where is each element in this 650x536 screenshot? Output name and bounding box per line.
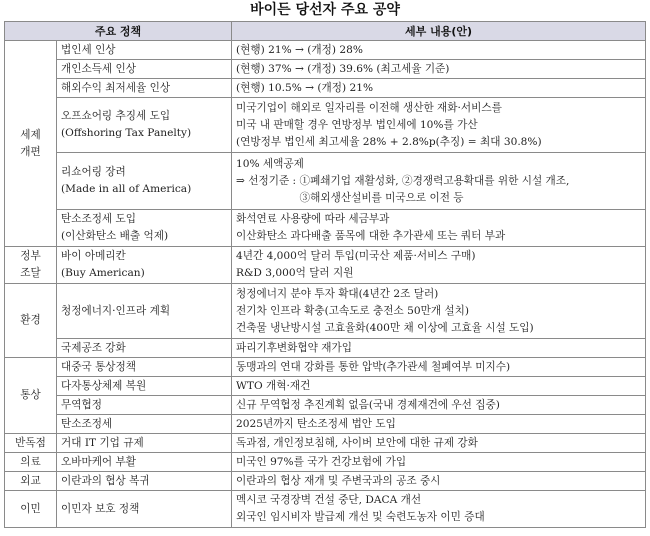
policy-item-cell bbox=[57, 153, 232, 210]
policy-detail-cell bbox=[232, 491, 646, 528]
policy-item-cell bbox=[57, 79, 232, 98]
policy-detail-cell bbox=[232, 472, 646, 491]
policy-item-cell bbox=[57, 396, 232, 415]
category-cell bbox=[5, 41, 57, 247]
table-row bbox=[5, 210, 646, 247]
policy-detail-cell bbox=[232, 453, 646, 472]
table-row bbox=[5, 98, 646, 153]
policy-item-text: 국제공조 강화 bbox=[61, 341, 126, 354]
policy-detail-text: 미국 내 판매할 경우 연방정부 법인세에 10%를 가산 bbox=[236, 118, 478, 131]
policy-detail-text: (현행) 37% → (개정) 39.6% (최고세율 기준) bbox=[236, 62, 450, 75]
policy-item-text: (Offshoring Tax Panelty) bbox=[61, 127, 192, 139]
table-row bbox=[5, 339, 646, 358]
category-label: 통상 bbox=[20, 389, 41, 401]
policy-detail-text: WTO 개혁·재건 bbox=[236, 379, 311, 392]
policy-detail-cell bbox=[232, 434, 646, 453]
policy-detail-cell bbox=[232, 284, 646, 339]
policy-item-cell bbox=[57, 358, 232, 377]
category-label: 반독점 bbox=[15, 436, 46, 449]
category-label: 세제 bbox=[20, 128, 41, 141]
policy-item-text: 바이 아메리칸 bbox=[61, 250, 126, 262]
policy-item-text: 무역협정 bbox=[61, 398, 102, 411]
policy-item-text: (이산화탄소 배출 억제) bbox=[61, 230, 169, 242]
policy-detail-text: ③해외생산설비를 미국으로 이전 등 bbox=[236, 191, 464, 204]
policy-detail-cell bbox=[232, 210, 646, 247]
policy-item-text: 탄소조정세 bbox=[61, 417, 113, 430]
policy-detail-text: 이산화탄소 과다배출 품목에 대한 추가관세 또는 쿼터 부과 bbox=[236, 230, 506, 242]
policy-item-text: 개인소득세 인상 bbox=[61, 62, 137, 75]
category-label: 조달 bbox=[20, 267, 41, 279]
policy-detail-cell bbox=[232, 98, 646, 153]
policy-item-text: 법인세 인상 bbox=[61, 43, 116, 56]
category-cell bbox=[5, 247, 57, 284]
category-cell bbox=[5, 472, 57, 491]
policy-detail-cell bbox=[232, 339, 646, 358]
table-row bbox=[5, 434, 646, 453]
policy-item-text: 거대 IT 기업 규제 bbox=[61, 436, 144, 449]
policy-detail-text: ⇒ 선정기준 : ①폐쇄기업 재활성화, ②경쟁력고용확대를 위한 시설 개조, bbox=[236, 174, 570, 187]
policy-detail-text: 4년간 4,000억 달러 투입(미국산 제품·서비스 구매) bbox=[236, 250, 476, 262]
table-row bbox=[5, 284, 646, 339]
policy-item-cell bbox=[57, 339, 232, 358]
policy-detail-text: 청정에너지 분야 투자 확대(4년간 2조 달러) bbox=[236, 287, 439, 300]
policy-detail-cell bbox=[232, 60, 646, 79]
policy-item-cell bbox=[57, 210, 232, 247]
policy-item-text: 리쇼어링 장려 bbox=[61, 166, 126, 178]
category-label: 개편 bbox=[20, 145, 41, 158]
table-row bbox=[5, 153, 646, 210]
policy-detail-cell bbox=[232, 247, 646, 284]
policy-item-cell bbox=[57, 472, 232, 491]
policy-item-text: 대중국 통상정책 bbox=[61, 360, 137, 373]
policy-detail-text: (현행) 21% → (개정) 28% bbox=[236, 43, 363, 56]
category-label: 이민 bbox=[20, 502, 41, 515]
table-row bbox=[5, 491, 646, 528]
policy-detail-text: 독과점, 개인정보침해, 사이버 보안에 대한 규제 강화 bbox=[236, 436, 478, 449]
category-label: 의료 bbox=[20, 455, 41, 468]
header-detail: 세부 내용(안) bbox=[232, 22, 646, 41]
policy-item-cell bbox=[57, 60, 232, 79]
table-row bbox=[5, 358, 646, 377]
policy-detail-text: 화석연료 사용량에 따라 세금부과 bbox=[236, 213, 390, 225]
policy-detail-cell bbox=[232, 396, 646, 415]
policy-detail-text: (현행) 10.5% → (개정) 21% bbox=[236, 81, 374, 94]
table-row bbox=[5, 415, 646, 434]
policy-item-cell bbox=[57, 98, 232, 153]
policy-detail-text: 동맹과의 연대 강화를 통한 압박(추가관세 철폐여부 미지수) bbox=[236, 360, 511, 373]
policy-detail-text: 외국인 임시비자 발급제 개선 및 숙련도농자 이민 증대 bbox=[236, 511, 485, 523]
policy-item-text: 이란과의 협상 복귀 bbox=[61, 474, 150, 487]
policy-detail-text: R&D 3,000억 달러 지원 bbox=[236, 267, 354, 279]
policy-item-cell bbox=[57, 453, 232, 472]
policy-item-text: 다자통상체제 복원 bbox=[61, 379, 147, 392]
table-body bbox=[5, 41, 646, 528]
policy-detail-text: 2025년까지 탄소조정세 법안 도입 bbox=[236, 417, 396, 430]
policy-item-cell bbox=[57, 41, 232, 60]
header-policy: 주요 정책 bbox=[5, 22, 232, 41]
policy-detail-text: 멕시코 국경장벽 건설 중단, DACA 개선 bbox=[236, 494, 422, 506]
category-cell bbox=[5, 453, 57, 472]
table-row bbox=[5, 396, 646, 415]
policy-detail-text: 파리기후변화협약 재가입 bbox=[236, 341, 352, 354]
policy-item-cell bbox=[57, 415, 232, 434]
policy-item-cell bbox=[57, 284, 232, 339]
policy-detail-text: 신규 무역협정 추진계획 없음(국내 경제재건에 우선 집중) bbox=[236, 398, 500, 411]
policy-detail-text: 전기차 인프라 확충(고속도로 충전소 50만개 설치) bbox=[236, 304, 470, 317]
table-row bbox=[5, 79, 646, 98]
policy-item-text: 탄소조정세 도입 bbox=[61, 213, 137, 225]
policy-detail-text: 건축물 냉난방시설 고효율화(400만 채 이상에 고효율 시설 도입) bbox=[236, 321, 534, 334]
category-cell bbox=[5, 434, 57, 453]
category-label: 외교 bbox=[20, 474, 41, 487]
policy-item-text: 청정에너지·인프라 계획 bbox=[61, 304, 171, 317]
category-cell bbox=[5, 284, 57, 358]
policy-detail-text: 미국인 97%를 국가 건강보험에 가입 bbox=[236, 455, 407, 468]
table-row bbox=[5, 41, 646, 60]
policy-item-cell bbox=[57, 491, 232, 528]
policy-item-cell bbox=[57, 377, 232, 396]
policy-detail-cell bbox=[232, 415, 646, 434]
table-row bbox=[5, 453, 646, 472]
table-row bbox=[5, 60, 646, 79]
policy-detail-text: 미국기업이 해외로 일자리를 이전해 생산한 재화·서비스를 bbox=[236, 101, 502, 114]
table-row bbox=[5, 472, 646, 491]
policy-item-text: (Buy American) bbox=[61, 267, 145, 279]
category-cell bbox=[5, 491, 57, 528]
policy-detail-cell bbox=[232, 358, 646, 377]
category-cell bbox=[5, 358, 57, 434]
document-title: 바이든 당선자 주요 공약 bbox=[250, 2, 400, 18]
policy-detail-cell bbox=[232, 153, 646, 210]
policy-detail-text: 10% 세액공제 bbox=[236, 157, 304, 170]
policy-item-text: 오바마케어 부활 bbox=[61, 455, 137, 468]
category-label: 환경 bbox=[20, 314, 41, 326]
table-row bbox=[5, 247, 646, 284]
policy-detail-cell bbox=[232, 377, 646, 396]
policy-item-text: (Made in all of America) bbox=[61, 183, 192, 195]
policy-table bbox=[4, 21, 646, 528]
policy-detail-cell bbox=[232, 41, 646, 60]
policy-item-text: 해외수익 최저세율 인상 bbox=[61, 81, 171, 94]
policy-item-text: 오프쇼어링 추징세 도입 bbox=[61, 110, 171, 122]
category-label: 정부 bbox=[20, 250, 41, 262]
policy-item-cell bbox=[57, 247, 232, 284]
policy-item-text: 이민자 보호 정책 bbox=[61, 502, 140, 515]
policy-detail-text: 이란과의 협상 재개 및 주변국과의 공조 중시 bbox=[236, 474, 441, 487]
policy-item-cell bbox=[57, 434, 232, 453]
policy-detail-text: (연방정부 법인세 최고세율 28% + 2.8%p(추징) = 최대 30.8%) bbox=[236, 135, 542, 148]
table-header-row bbox=[5, 22, 646, 41]
table-row bbox=[5, 377, 646, 396]
policy-detail-cell bbox=[232, 79, 646, 98]
